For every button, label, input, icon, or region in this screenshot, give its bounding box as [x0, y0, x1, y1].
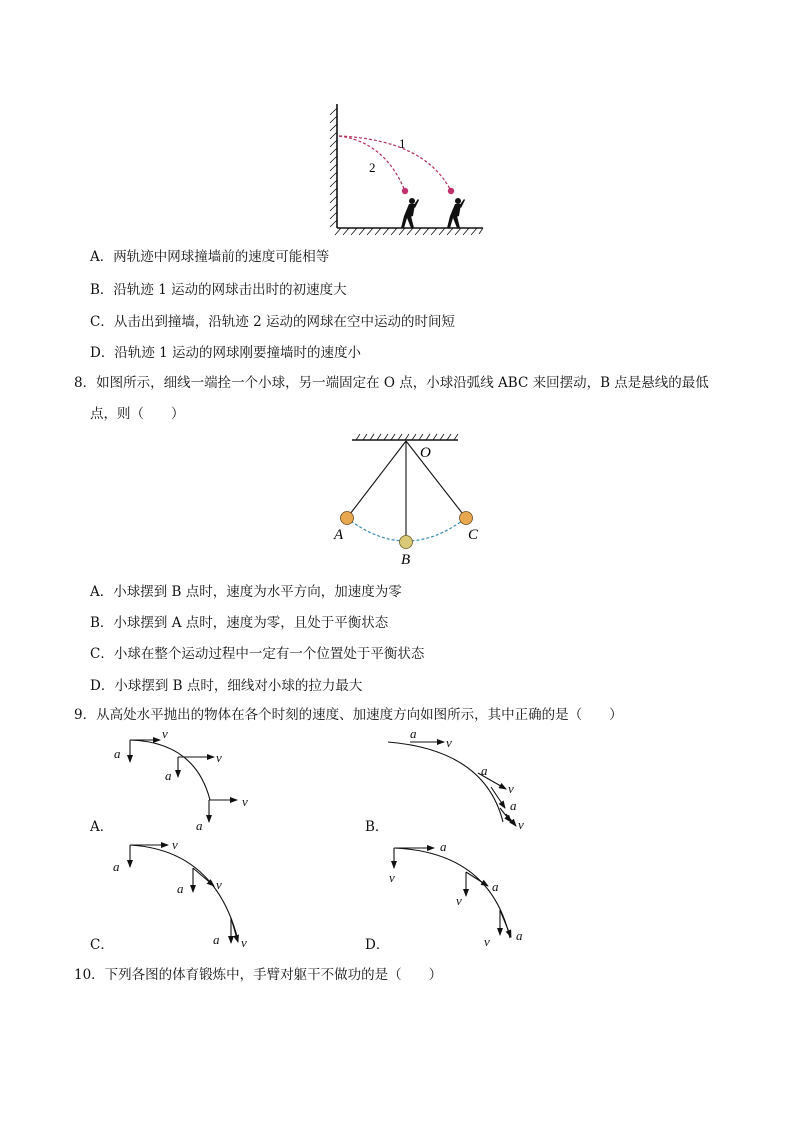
q9-choice-c[interactable]: C． — [90, 937, 114, 953]
q7-option-c[interactable]: C．从击出到撞墙，沿轨迹 2 运动的网球在空中运动的时间短 — [90, 314, 456, 330]
svg-text:v: v — [456, 893, 462, 908]
q9-choice-d[interactable]: D． — [365, 937, 390, 953]
q8-stem-line2: 点，则（ ） — [90, 406, 185, 422]
svg-text:v: v — [484, 934, 490, 949]
svg-text:a: a — [492, 879, 499, 894]
q9-stem: 9．从高处水平抛出的物体在各个时刻的速度、加速度方向如图所示，其中正确的是（ ） — [74, 707, 623, 723]
q7-option-a[interactable]: A．两轨迹中网球撞墙前的速度可能相等 — [90, 249, 330, 265]
svg-text:a: a — [516, 928, 523, 943]
trajectory-1-label: 1 — [399, 136, 406, 151]
svg-text:a: a — [196, 818, 203, 833]
q10-stem: 10．下列各图的体育锻炼中，手臂对躯干不做功的是（ ） — [74, 967, 443, 983]
point-c-label: C — [468, 527, 479, 543]
svg-text:a: a — [410, 726, 417, 741]
q7-option-d[interactable]: D．沿轨迹 1 运动的网球刚要撞墙时的速度小 — [90, 345, 361, 361]
svg-text:v: v — [518, 817, 524, 832]
svg-text:v: v — [242, 794, 248, 809]
svg-text:v: v — [508, 781, 514, 796]
q8-option-d[interactable]: D．小球摆到 B 点时，细线对小球的拉力最大 — [90, 678, 363, 694]
q7-option-b[interactable]: B．沿轨迹 1 运动的网球击出时的初速度大 — [90, 282, 347, 298]
point-o-label: O — [420, 445, 431, 461]
q9-choice-b[interactable]: B． — [365, 819, 389, 835]
svg-text:a: a — [114, 746, 121, 761]
point-b-label: B — [401, 552, 411, 568]
point-a-label: A — [334, 527, 344, 543]
q8-stem-line1: 8．如图所示，细线一端拴一个小球，另一端固定在 O 点，小球沿弧线 ABC 来回摆动，B 点是悬线的最低 — [74, 375, 709, 391]
svg-text:a: a — [440, 839, 447, 854]
svg-text:v: v — [241, 935, 247, 950]
q8-option-b[interactable]: B．小球摆到 A 点时，速度为零，且处于平衡状态 — [90, 615, 389, 631]
svg-text:a: a — [213, 932, 220, 947]
svg-text:v: v — [172, 837, 178, 852]
q8-option-c[interactable]: C．小球在整个运动过程中一定有一个位置处于平衡状态 — [90, 646, 425, 662]
svg-text:v: v — [389, 870, 395, 885]
svg-text:v: v — [216, 750, 222, 765]
svg-text:a: a — [113, 859, 120, 874]
svg-text:v: v — [446, 735, 452, 750]
svg-text:a: a — [177, 881, 184, 896]
trajectory-2-label: 2 — [369, 160, 376, 175]
q8-option-a[interactable]: A．小球摆到 B 点时，速度为水平方向，加速度为零 — [90, 584, 402, 600]
svg-text:a: a — [510, 798, 517, 813]
svg-text:a: a — [481, 763, 488, 778]
svg-text:v: v — [162, 726, 168, 741]
q9-choice-a[interactable]: A． — [90, 819, 114, 835]
svg-text:v: v — [216, 877, 222, 892]
svg-text:a: a — [165, 768, 172, 783]
